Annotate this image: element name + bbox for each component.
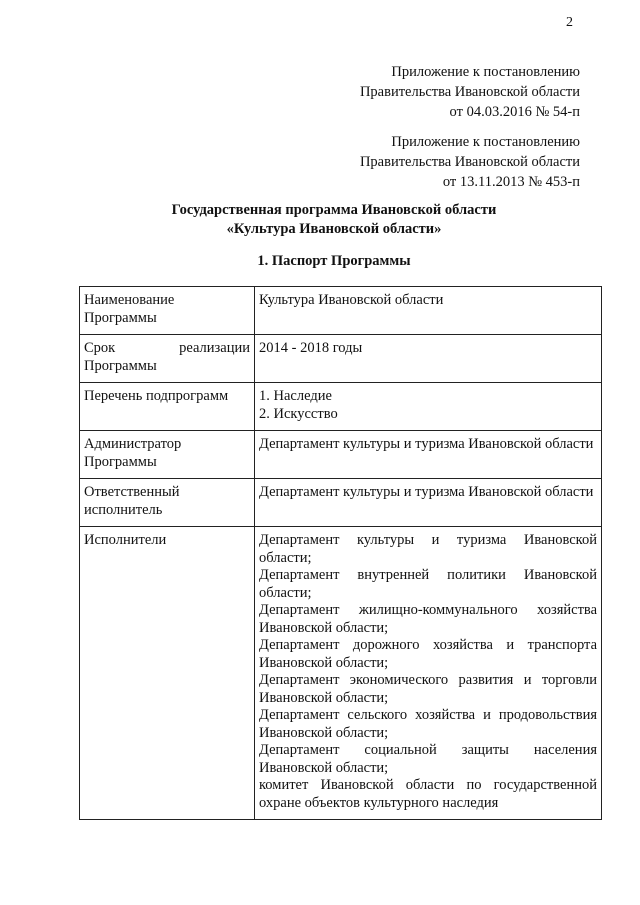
row-label: Ответственный исполнитель <box>80 479 255 527</box>
appendix-note-current <box>360 62 580 122</box>
table-row-name <box>80 287 602 335</box>
list-item: Департамент дорожного хозяйства и транспорта Ивановской области; <box>259 637 597 671</box>
list-item: Департамент культуры и туризма Ивановской области; <box>259 532 597 566</box>
list-item: Департамент социальной защиты населения Ивановской области; <box>259 742 597 776</box>
table-row-responsible <box>80 479 602 527</box>
row-label: Наименование Программы <box>80 287 255 335</box>
row-value <box>255 527 602 820</box>
appendix-date: от 13.11.2013 № 453-п <box>442 174 580 190</box>
appendix-date: от 04.03.2016 № 54-п <box>449 104 580 120</box>
row-value: Культура Ивановской области <box>255 287 602 335</box>
label-word: Срок <box>84 340 116 356</box>
label-word: Программы <box>84 357 157 374</box>
appendix-note-original <box>360 132 580 192</box>
table-row-executors <box>80 527 602 820</box>
table-row-subprograms <box>80 383 602 431</box>
list-item: комитет Ивановской области по государственной охране объектов культурного наследия <box>259 777 597 811</box>
appendix-line: Правительства Ивановской области <box>359 154 580 170</box>
row-label: Исполнители <box>80 527 255 820</box>
row-value: Департамент культуры и туризма Ивановской области <box>255 431 602 479</box>
program-title <box>0 201 640 239</box>
appendix-line: Правительства Ивановской области <box>359 84 580 100</box>
passport-table <box>79 286 602 820</box>
section-title: 1. Паспорт Программы <box>257 253 411 269</box>
page-number: 2 <box>566 15 573 30</box>
label-spread <box>84 340 250 358</box>
list-item: Департамент экономического развития и торговли Ивановской области; <box>259 672 597 706</box>
list-item: 1. Наследие <box>259 388 332 404</box>
appendix-line: Приложение к постановлению <box>391 134 580 150</box>
program-title-line: Государственная программа Ивановской области <box>171 202 497 218</box>
row-value <box>255 383 602 431</box>
row-value: 2014 - 2018 годы <box>255 335 602 383</box>
program-title-line: «Культура Ивановской области» <box>226 221 442 237</box>
appendix-line: Приложение к постановлению <box>391 64 580 80</box>
row-label <box>80 335 255 383</box>
table-row-term <box>80 335 602 383</box>
row-value: Департамент культуры и туризма Ивановской области <box>255 479 602 527</box>
list-item: Департамент жилищно-коммунального хозяйства Ивановской области; <box>259 602 597 636</box>
table-row-administrator <box>80 431 602 479</box>
row-label: Перечень подпрограмм <box>80 383 255 431</box>
list-item: 2. Искусство <box>259 405 338 422</box>
row-label: Администратор Программы <box>80 431 255 479</box>
list-item: Департамент внутренней политики Ивановской области; <box>259 567 597 601</box>
label-word: реализации <box>179 340 250 356</box>
list-item: Департамент сельского хозяйства и продовольствия Ивановской области; <box>259 707 597 741</box>
